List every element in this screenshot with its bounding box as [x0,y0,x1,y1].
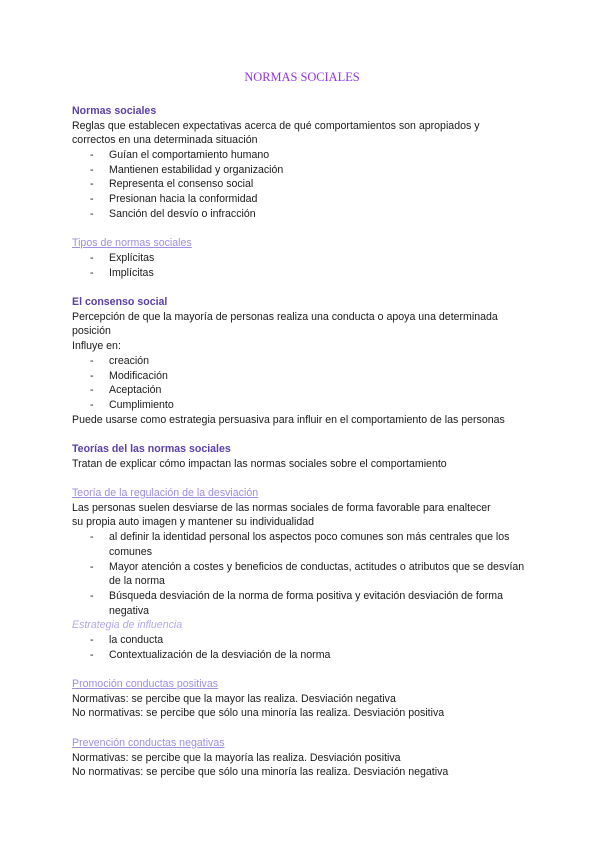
paragraph-line: Tratan de explicar cómo impactan las normas sociales sobre el comportamiento [72,457,447,470]
list-item: - Contextualización de la desviación de la norma [72,648,529,663]
section-heading-normas-sociales: Normas sociales [72,105,157,117]
list-item: - la conducta [72,633,529,648]
paragraph-line: Normativas: se percibe que la mayoría las realiza. Desviación positiva [72,751,401,764]
list-item: - Explícitas [72,251,529,266]
bullet-list [72,251,532,280]
list-item: - Implícitas [72,266,529,281]
paragraph-line: Percepción de que la mayoría de personas realiza una conducta o apoya una determinada [72,310,498,323]
subheading-estrategia: Estrategia de influencia [72,619,183,632]
document-page [72,66,532,780]
list-item: - Aceptación [72,383,529,398]
paragraph-line: posición [72,325,111,338]
paragraph-line: su propia auto imagen y mantener su individualidad [72,516,315,529]
section-heading-tipos[interactable]: Tipos de normas sociales [72,237,192,250]
list-item: - Búsqueda desviación de la norma de forma positiva y evitación desviación de forma negativa [72,589,529,618]
page-title: NORMAS SOCIALES [244,70,360,84]
list-item: - Presionan hacia la conformidad [72,192,529,207]
list-item: - creación [72,354,529,369]
section-heading-promocion[interactable]: Promoción conductas positivas [72,678,219,691]
section-heading-teorias: Teorías del las normas sociales [72,442,231,455]
list-item: - Mayor atención a costes y beneficios de conductas, actitudes o atributos que se desvían de la norma [72,560,529,589]
paragraph-line: Puede usarse como estrategia persuasiva para influir en el comportamiento de las personas [72,413,505,426]
list-item: - Sanción del desvío o infracción [72,207,529,222]
paragraph-line: No normativas: se percibe que sólo una minoría las realiza. Desviación positiva [72,707,445,720]
list-item: - Cumplimiento [72,398,529,413]
list-item: - al definir la identidad personal los aspectos poco comunes son más centrales que los comunes [72,530,529,559]
bullet-list [72,633,532,662]
bullet-list [72,530,532,618]
section-heading-regulacion[interactable]: Teoría de la regulación de la desviación [72,487,259,500]
paragraph-line: Reglas que establecen expectativas acerca de qué comportamientos son apropiados y [72,119,480,132]
list-item: - Guían el comportamiento humano [72,148,529,163]
paragraph-line: No normativas: se percibe que sólo una minoría las realiza. Desviación negativa [72,766,449,779]
bullet-list [72,354,532,413]
paragraph-line: Influye en: [72,340,121,353]
paragraph-line: Normativas: se percibe que la mayor las realiza. Desviación negativa [72,692,396,705]
list-item: - Representa el consenso social [72,177,529,192]
section-heading-consenso: El consenso social [72,296,168,309]
list-item: - Mantienen estabilidad y organización [72,163,529,178]
bullet-list [72,148,532,222]
list-item: - Modificación [72,369,529,384]
section-heading-prevencion[interactable]: Prevención conductas negativas [72,736,225,749]
paragraph-line: Las personas suelen desviarse de las normas sociales de forma favorable para enaltecer [72,501,491,514]
paragraph-line: correctos en una determinada situación [72,134,258,147]
